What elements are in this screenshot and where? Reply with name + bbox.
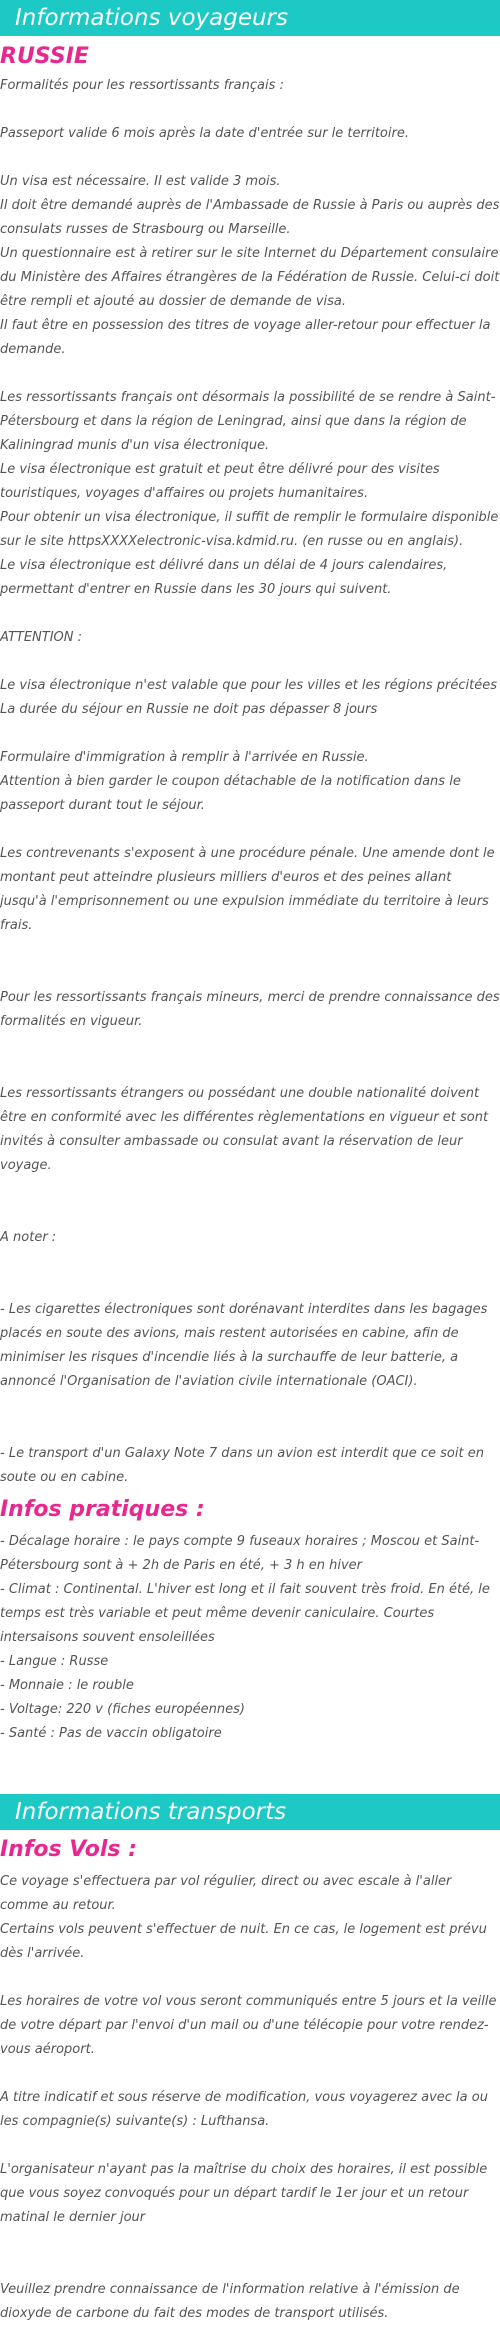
evisa-line: Les ressortissants français ont désormais la possibilité de se rendre à Saint-Pétersbourg et dans la région de Leningrad, ainsi que dans la région de Kaliningrad munis d'un visa électronique. bbox=[0, 390, 496, 453]
formalites-intro: Formalités pour les ressortissants français : bbox=[0, 78, 284, 93]
visa-line: Il faut être en possession des titres de voyage aller-retour pour effectuer la demande. bbox=[0, 318, 491, 357]
evisa-line: Pour obtenir un visa électronique, il suffit de remplir le formulaire disponible sur le site httpsXXXXelectronic-visa.kdmid.ru. (en russe ou en anglais). bbox=[0, 510, 499, 549]
attention-line: Le visa électronique n'est valable que pour les villes et les régions précitées bbox=[0, 678, 497, 693]
a-noter-label: A noter : bbox=[0, 1230, 57, 1245]
passeport-text: Passeport valide 6 mois après la date d'entrée sur le territoire. bbox=[0, 126, 409, 141]
compagnie-text: A titre indicatif et sous réserve de modification, vous voyagerez avec la ou les compagnie(s) suivante(s) : Lufthansa. bbox=[0, 2090, 488, 2129]
pratique-item: - Santé : Pas de vaccin obligatoire bbox=[0, 1726, 222, 1741]
cigarettes-text: - Les cigarettes électroniques sont dorénavant interdites dans les bagages placés en soute des avions, mais restent autorisées en cabine, afin de minimiser les risques d'incendie liés à la surchauffe de leur batterie, a annoncé l'Organisation de l'aviation civile internationale (OACI). bbox=[0, 1302, 488, 1389]
visa-line: Un visa est nécessaire. Il est valide 3 mois. bbox=[0, 174, 281, 189]
horaires-text: Les horaires de votre vol vous seront communiqués entre 5 jours et la veille de votre départ par l'envoi d'un mail ou d'une télécopie pour votre rendez-vous aéroport. bbox=[0, 1994, 497, 2057]
pratique-item: - Voltage: 220 v (fiches européennes) bbox=[0, 1702, 245, 1717]
formulaire-line: Attention à bien garder le coupon détachable de la notification dans le passeport durant tout le séjour. bbox=[0, 774, 461, 813]
attention-line: La durée du séjour en Russie ne doit pas dépasser 8 jours bbox=[0, 702, 378, 717]
formulaire-line: Formulaire d'immigration à remplir à l'arrivée en Russie. bbox=[0, 750, 369, 765]
visa-line: Un questionnaire est à retirer sur le site Internet du Département consulaire du Ministère des Affaires étrangères de la Fédération de Russie. Celui-ci doit être rempli et ajouté au dossier de demande de visa. bbox=[0, 246, 500, 309]
pratique-item: - Climat : Continental. L'hiver est long et il fait souvent très froid. En été, le temps est très variable et peut même devenir caniculaire. Courtes intersaisons souvent ensoleillées bbox=[0, 1582, 490, 1645]
etrangers-text: Les ressortissants étrangers ou possédant une double nationalité doivent être en conformité avec les différentes règlementations en vigueur et sont invités à consulter ambassade ou consulat avant la réservation de leur voyage. bbox=[0, 1086, 489, 1173]
mineurs-text: Pour les ressortissants français mineurs, merci de prendre connaissance des formalités en vigueur. bbox=[0, 990, 500, 1029]
attention-label: ATTENTION : bbox=[0, 630, 83, 645]
infos-pratiques-heading: Infos pratiques : bbox=[0, 1497, 205, 1522]
contrevenants-text: Les contrevenants s'exposent à une procédure pénale. Une amende dont le montant peut atteindre plusieurs milliers d'euros et des peines allant jusqu'à l'emprisonnement ou une expulsion immédiate du territoire à leurs frais. bbox=[0, 846, 495, 933]
regulier-line: Certains vols peuvent s'effectuer de nuit. En ce cas, le logement est prévu dès l'arrivée. bbox=[0, 1922, 487, 1961]
section-banner-transports: Informations transports bbox=[0, 1794, 500, 1830]
organisateur-text: L'organisateur n'ayant pas la maîtrise du choix des horaires, il est possible que vous soyez convoqués pour un départ tardif le 1er jour et un retour matinal le dernier jour bbox=[0, 2162, 488, 2225]
pratique-item: - Monnaie : le rouble bbox=[0, 1678, 134, 1693]
country-heading: RUSSIE bbox=[0, 44, 89, 69]
pratique-item: - Langue : Russe bbox=[0, 1654, 109, 1669]
visa-line: Il doit être demandé auprès de l'Ambassade de Russie à Paris ou auprès des consulats russes de Strasbourg ou Marseille. bbox=[0, 198, 500, 237]
galaxy-text: - Le transport d'un Galaxy Note 7 dans un avion est interdit que ce soit en soute ou en cabine. bbox=[0, 1446, 484, 1485]
section-banner-voyageurs: Informations voyageurs bbox=[0, 0, 500, 36]
evisa-line: Le visa électronique est gratuit et peut être délivré pour des visites touristiques, voyages d'affaires ou projets humanitaires. bbox=[0, 462, 440, 501]
regulier-line: Ce voyage s'effectuera par vol régulier, direct ou avec escale à l'aller comme au retour. bbox=[0, 1874, 452, 1913]
evisa-line: Le visa électronique est délivré dans un délai de 4 jours calendaires, permettant d'entrer en Russie dans les 30 jours qui suivent. bbox=[0, 558, 448, 597]
pratique-item: - Décalage horaire : le pays compte 9 fuseaux horaires ; Moscou et Saint-Pétersbourg sont à + 2h de Paris en été, + 3 h en hiver bbox=[0, 1534, 480, 1573]
infos-vols-heading: Infos Vols : bbox=[0, 1837, 137, 1862]
co2-text: Veuillez prendre connaissance de l'information relative à l'émission de dioxyde de carbone du fait des modes de transport utilisés. bbox=[0, 2282, 460, 2321]
